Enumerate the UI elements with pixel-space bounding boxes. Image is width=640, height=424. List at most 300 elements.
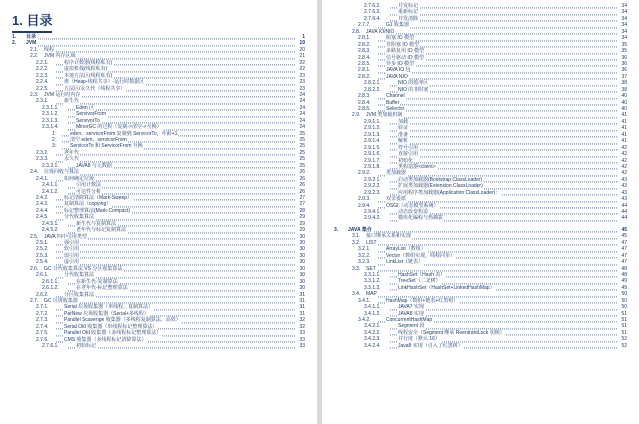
toc-entry-number: 3： [52,143,60,150]
toc-entry-title: Java8 实现（引入了红黑树） [398,342,463,349]
toc-entry-title: JAVA IO 包 [386,67,411,74]
toc-entry-title: NIO 的缓冲区 [398,80,429,87]
toc-entry-title: 分区收集算法 [64,291,95,298]
toc-entry-page: 30 [299,252,305,259]
toc-entry-page: 44 [621,202,627,209]
toc-entry-page: 50 [621,297,627,304]
toc-entry-number: 2.2.5. [36,85,49,92]
toc-entry-title: 类加载器 [386,170,407,177]
toc-entry-number: 2.9.4. [358,202,371,209]
toc-entry-page: 25 [299,130,305,137]
toc-entry-number: 2.3.2. [36,149,49,156]
toc-page-right [322,0,639,424]
toc-entry-title: JVM 运行时内存 [44,91,81,98]
toc-entry-number: 2.6.1.2. [42,285,59,292]
toc-entry-number: 2.7.7. [358,22,371,29]
toc-entry-title: 扩展类加载器(Extension ClassLoader) [398,183,483,190]
toc-entry-page: 26 [299,182,305,189]
toc-entry-number: 1： [52,130,60,137]
toc-entry-title: 虚引用 [64,259,80,266]
page-title: 1. 目录 [12,10,52,33]
toc-entry-page: 47 [621,259,627,266]
toc-entry-title: 线程安全（Segment 继承 ReentrantLock 加锁） [398,329,505,336]
toc-entry-title: 本地方法区(线程私有) [64,72,113,79]
toc-entry-page: 26 [299,188,305,195]
toc-entry-page: 36 [621,60,627,67]
toc-entry-title: 垃圾回收与算法 [44,169,80,176]
toc-entry-page: 24 [299,124,305,131]
toc-entry-page: 41 [621,138,627,145]
toc-entry-title: 重新标记 [398,9,419,16]
toc-entry-number: 2.3.1.2. [42,111,59,118]
toc-entry-title: 阻塞 IO 模型 [386,35,415,42]
toc-entry-title: Segment 段 [398,323,425,330]
toc-entry-number: 3.4.1.2. [364,310,381,317]
toc-entry-page: 47 [621,252,627,259]
toc-entry-page: 43 [621,176,627,183]
toc-entry-title: 软引用 [64,246,80,253]
toc-entry-title: eden、servicorFrom 复制到 ServicorTo，年龄+1 [70,130,178,137]
toc-entry-number: 2.5.1. [36,240,49,246]
toc-entry-number: 2.7.6. [36,336,49,343]
toc-entry-number: 2.5.4. [36,259,49,266]
toc-entry-page: 29 [299,214,305,221]
toc-entry-number: 2.9.1.2. [364,125,381,132]
toc-entry-number: 3.2.3. [358,259,371,266]
toc-entry-title: JVM 内存区域 [44,53,76,60]
toc-entry-number: 3.3.1.2. [364,278,381,285]
toc-entry-number: 2.9.2. [358,170,371,177]
toc-entry-page: 26 [299,169,305,176]
toc-entry[interactable] [12,343,305,349]
toc-entry-number: 2.4. [30,169,39,176]
toc-entry-page: 35 [621,41,627,48]
toc-entry-title: LIST [366,239,377,246]
toc-entry-title: 虚拟机栈(线程私有) [64,66,108,73]
toc-entry-title: 并发清除 [398,15,419,22]
toc-entry-page: 41 [621,131,627,138]
toc-entry-number: 2.7.1. [36,304,49,311]
toc-entry-title: 验证 [398,125,409,132]
toc-entry-page: 22 [299,59,305,66]
toc-entry-page: 32 [299,317,305,324]
toc-entry-title: JAVA 集合 [348,226,372,233]
toc-entry-title: 信号驱动 IO 模型 [386,54,425,61]
toc-entry-number: 2.6. [30,265,39,272]
toc-entry-title: JAVA NIO [386,73,408,80]
toc-entry-page: 31 [299,291,305,298]
toc-entry-title: JVM [26,40,37,47]
toc-entry-title: 非阻塞 IO 模型 [386,41,420,48]
toc-entry-page: 42 [621,157,627,164]
toc-entry-number: 3.2.2. [358,252,371,259]
toc-entry-page: 43 [621,189,627,196]
toc-entry-number: 3.4.1. [358,297,371,304]
toc-entry[interactable] [334,343,627,349]
toc-entry-number: 2.7.4. [36,323,49,330]
toc-entry-number: 3.4.1.1. [364,304,381,311]
toc-entry-number: 2.9.1.8. [364,163,381,170]
toc-entry-page: 30 [299,278,305,285]
toc-entry-page: 42 [621,144,627,151]
toc-entry-page: 49 [621,284,627,291]
toc-entry-page: 28 [299,207,305,214]
toc-entry-title: 清空 eden、servicorFrom [70,137,127,143]
toc-entry-page: 31 [299,304,305,311]
toc-entry-number: 2.9.3. [358,196,371,203]
toc-entry-title: ConcurrentHashMap [386,317,433,323]
toc-entry-number: 2.3. [30,91,39,98]
toc-entry-number: 3.2.1. [358,246,371,253]
toc-entry-title: JVM 类加载机制 [366,112,403,119]
toc-entry-number: 2.9.1.1. [364,118,381,125]
toc-entry-title: JAVA7 实现 [398,304,424,311]
toc-entry-title: ArrayList（数组） [386,246,426,253]
toc-entry-title: MinorGC 的过程（复制->清空->互换） [76,124,162,131]
toc-entry-title: 直接引用 [398,151,419,158]
toc-entry-page: 31 [299,310,305,317]
toc-entry-title: Eden 区 [76,104,95,111]
toc-entry-page: 34 [621,15,627,22]
toc-entry-number: 2.7.6.2. [364,3,381,9]
toc-entry-title: Parallel Old 收集器（多线程标记整理算法） [64,330,162,337]
toc-entry-title: GC 垃圾收集器 [44,297,78,304]
toc-entry-number: 2.7.6.1. [42,343,59,349]
toc-entry-number: 2.7.6.3. [364,9,381,16]
toc-entry-page: 24 [299,111,305,118]
toc-entry-page: 48 [621,265,627,272]
toc-entry-number: 2.8.1. [358,67,371,74]
toc-entry-number: 2.2.3. [36,72,49,79]
toc-entry-number: 3.4.2.3. [364,336,381,343]
toc-entry-number: 2.3.3. [36,156,49,163]
toc-entry-number: 1. [12,34,17,40]
toc-entry-title: Serial Old 收集器（单线程标记整理算法） [64,323,158,330]
toc-entry-title: Channel [386,93,405,100]
toc-entry-number: 2.2.4. [36,79,49,86]
toc-entry-title: GC 分代收集算法 VS 分区收集算法 [44,265,123,272]
toc-entry-title: 老年代 [64,149,80,156]
toc-entry-number: 2.4.5.1. [42,220,59,227]
toc-entry-number: 2.4.1.2. [42,188,59,195]
toc-entry-page: 26 [299,175,305,182]
toc-entry-page: 44 [621,209,627,215]
toc-entry-title: 在老年代-标记整理算法 [76,285,128,292]
toc-entry-page: 45 [621,233,627,240]
toc-entry-title: 接口继承关系和实现 [366,233,412,240]
toc-entry-title: 解析 [398,138,409,145]
toc-entry-number: 2. [12,40,17,47]
toc-entry-page: 34 [621,9,627,16]
toc-entry-title: JAVA8 实现 [398,310,424,317]
toc-entry-page: 36 [621,54,627,61]
toc-entry-title: Selector [386,106,405,112]
toc-entry-page: 50 [621,291,627,298]
toc-entry-number: 2.8.2. [358,41,371,48]
toc-entry-page: 40 [621,99,627,106]
toc-entry-title: 方法区/永久代（线程共享） [64,85,126,92]
toc-entry-number: 2.8.2.2. [364,86,381,93]
toc-entry-number: 2.9.1.6. [364,151,381,158]
toc-entry-number: 3.4. [352,291,361,298]
toc-entry-number: 2.5.3. [36,252,49,259]
toc-entry-number: 2.9.4.2. [364,215,381,222]
toc-entry-page: 30 [299,233,305,240]
toc-entry-title: MAP [366,291,377,298]
toc-entry-number: 2.7. [30,297,39,304]
toc-entry-title: NIO 的非阻塞 [398,86,429,93]
toc-entry-page: 41 [621,125,627,132]
toc-entry-title: 初始标记 [76,343,97,349]
toc-entry-number: 2.7.5. [36,330,49,337]
toc-entry-page: 29 [299,220,305,227]
toc-entry-page: 34 [621,22,627,29]
toc-entry-page: 33 [299,330,305,337]
toc-entry-number: 2.9.1.3. [364,131,381,138]
toc-entry-number: 2.3.1.1. [42,104,59,111]
toc-entry-page: 25 [299,162,305,169]
toc-entry-page: 19 [299,40,305,47]
toc-entry-page: 32 [299,323,305,330]
toc-entry-page: 42 [621,170,627,177]
toc-entry-page: 52 [621,336,627,343]
toc-entry-number: 2.5.2. [36,246,49,253]
toc-entry-page: 27 [299,201,305,208]
toc-entry-title: 模块化编程与热插拔 [398,215,444,222]
toc-entry-title: 符号引用 [398,144,419,151]
toc-entry-page: 30 [299,265,305,272]
toc-entry-number: 2.4.1.1. [42,182,59,189]
toc-entry-page: 48 [621,271,627,278]
toc-entry-number: 2.7.6.4. [364,15,381,22]
toc-entry-page: 40 [621,93,627,100]
toc-entry-number: 3.4.2. [358,317,371,323]
toc-leader-dots [68,341,295,348]
toc-entry-page: 43 [621,196,627,203]
toc-entry-title: 分代收集算法 [64,272,95,279]
toc-entry-page: 35 [621,48,627,55]
toc-entry-number: 2.4.1. [36,175,49,182]
toc-entry-page: 34 [621,28,627,35]
toc-entry-page: 27 [299,194,305,201]
toc-entry-number: 2.8.3. [358,48,371,55]
toc-entry-title: LinkList（链表） [386,259,423,266]
toc-entry-page: 42 [621,151,627,158]
toc-entry-title: 应用程序类加载器(Application ClassLoader)： [398,189,501,196]
toc-entry-page: 20 [299,46,305,53]
toc-entry-title: 在新生代-复制算法 [76,278,118,285]
toc-entry-page: 37 [621,73,627,80]
toc-entry-title: 引用计数法 [76,182,102,189]
toc-entry-number: 2.8.1. [358,35,371,42]
toc-entry-page: 49 [621,278,627,285]
toc-entry-title: 强引用 [64,240,80,246]
toc-entry-page: 24 [299,98,305,105]
toc-entry-number: 2.8.5. [358,106,371,112]
toc-entry-title: OSGI（动态模型系统） [386,202,439,209]
toc-entry-number: 2.9.1.4. [364,138,381,145]
toc-entry-title: 初始化 [398,157,414,164]
toc-entry-page: 34 [621,3,627,9]
toc-entry-number: 2.7.3. [36,317,49,324]
toc-entry-page: 22 [299,66,305,73]
toc-entry-page: 36 [621,67,627,74]
toc-entry-title: 堆（Heap-线程共享）-运行时数据区 [64,79,145,86]
toc-entry-page: 33 [299,336,305,343]
toc-entry-number: 3.3.1.1. [364,271,381,278]
toc-entry-title: 标记整理算法(Mark-Compact) [64,207,131,214]
toc-entry-page: 47 [621,239,627,246]
toc-entry-title: JAVA IO/NIO [366,28,395,35]
toc-entry-title: 并发标记 [398,3,419,9]
toc-entry-page: 25 [299,137,305,143]
toc-entry-number: 3.2. [352,239,361,246]
toc-entry-page: 41 [621,118,627,125]
toc-entry-page: 44 [621,215,627,222]
toc-entry-number: 2.4.5. [36,214,49,221]
toc-entry-page: 23 [299,72,305,79]
toc-entry-title: 异步 IO 模型 [386,60,415,67]
toc-entry-title: TreeSet（二叉树） [398,278,441,285]
toc-entry-number: 2.4.2. [36,194,49,201]
toc-entry-page: 30 [299,272,305,279]
toc-entry-page: 24 [299,91,305,98]
toc-entry-title: 老年代与标记复制算法 [76,227,127,234]
toc-entry-title: 线程 [44,46,55,53]
toc-entry-number: 3.3. [352,265,361,272]
toc-entry-title: 新生代与复制算法 [76,220,117,227]
toc-entry-number: 2.7.2. [36,310,49,317]
toc-entry-number: 2.8. [352,28,361,35]
toc-entry-number: 2.9.1.7. [364,157,381,164]
toc-entry-title: ParNew 垃圾收集器（Serial+多线程） [64,310,149,317]
toc-entry-page: 47 [621,246,627,253]
toc-entry-number: 2.2.1. [36,59,49,66]
toc-entry-title: 标记清除算法（Mark-Sweep） [64,194,133,201]
toc-entry-title: CMS 收集器（多线程标记清除算法） [64,336,147,343]
toc-entry-page: 33 [299,343,305,349]
toc-entry-page: 51 [621,329,627,336]
toc-entry-page: 41 [621,112,627,119]
toc-entry-title: ServicorTo 和 ServicorFrom 互换 [70,143,143,150]
toc-entry-number: 3.4.2.4. [364,342,381,349]
toc-entry-title: SET [366,265,376,272]
toc-entry-number: 2.6.2. [36,291,49,298]
toc-entry-page: 51 [621,323,627,330]
toc-entry-title: 程序计数器(线程私有) [64,59,113,66]
toc-entry-number: 2： [52,137,60,143]
toc-entry-page: 1 [302,34,305,40]
toc-entry-page: 42 [621,163,627,170]
toc-entry-title: HashSet（Hash 表） [398,271,446,278]
toc-entry-title: ServivorTo [76,117,100,124]
toc-entry-title: Parallel Scavenge 收集器（多线程复制算法、高效） [64,317,181,324]
toc-entry-title: 启动类加载器(Bootstrap ClassLoader) [398,176,483,183]
toc-entry-title: 多路复用 IO 模型 [386,48,425,55]
toc-entry-title: 永久代 [64,156,80,163]
toc-entry-number: 3.1. [352,233,361,240]
toc-entry-title: 弱引用 [64,252,80,259]
toc-entry-number: 2.9.1.5. [364,144,381,151]
toc-entry-number: 2.6.1. [36,272,49,279]
toc-entry-title: HashMap（数组+链表+红黑树） [386,297,459,304]
toc-entry-number: 2.4.3. [36,201,49,208]
toc-entry-page: 52 [621,342,627,349]
toc-entry-title: ServivorFrom [76,111,107,118]
toc-entry-number: 2.8.2. [358,73,371,80]
toc-entry-title: 并行度（默认 16） [398,336,440,343]
toc-entry-page: 25 [299,156,305,163]
toc-entry-page: 30 [299,246,305,253]
toc-entry-number: 2.8.3. [358,93,371,100]
toc-entry-number: 2.1. [30,46,39,53]
toc-entry-number: 2.8.2.1. [364,80,381,87]
toc-entry-page: 23 [299,85,305,92]
toc-entry-title: 如何确定垃圾 [64,175,95,182]
toc-entry-number: 2.9.2.2. [364,183,381,190]
toc-entry-page: 29 [299,227,305,234]
toc-entry-number: 2.3.1.3. [42,117,59,124]
toc-entry-number: 2.9. [352,112,361,119]
toc-entry-title: JAVA8 与元数据 [76,162,112,169]
toc-entry-number: 2.6.1.1. [42,278,59,285]
toc-entry-title: JAVA 四中引用类型 [44,233,87,240]
toc-entry-number: 2.4.5.2. [42,227,59,234]
toc-entry-title: 分代收集算法 [64,214,95,221]
toc-entry-page: 50 [621,304,627,311]
toc-entry-number: 2.3.3.1. [42,162,59,169]
toc-entry-page: 30 [299,259,305,266]
toc-entry-title: G1 收集器 [386,22,410,29]
toc-entry-page: 43 [621,183,627,190]
toc-entry-page: 24 [299,104,305,111]
toc-entry-title: 双亲委派 [386,196,407,203]
toc-entry-number: 2.8.4. [358,54,371,61]
toc-entry-title: 加载 [398,118,409,125]
toc-entry-title: 类构造器<client> [398,163,436,170]
toc-entry-page: 40 [621,106,627,112]
toc-entry-page: 45 [621,226,627,233]
toc-entry-number: 2.5. [30,233,39,240]
toc-entry-number: 3.4.2.1. [364,323,381,330]
toc-entry-number: 2.2.2. [36,66,49,73]
toc-list-right [334,3,627,349]
toc-entry-page: 38 [621,80,627,87]
toc-entry-number: 2.9.2.3. [364,189,381,196]
toc-entry-number: 2.3.1.4. [42,124,59,131]
toc-entry-page: 34 [621,35,627,42]
toc-entry-title: 新生代 [64,98,80,105]
toc-entry-page: 51 [621,317,627,323]
toc-list-left [12,34,305,349]
toc-entry-title: 可达性分析 [76,188,102,195]
toc-entry-title: 动态改变构造 [398,209,429,215]
toc-entry-number: 2.3.1. [36,98,49,105]
toc-entry-page: 30 [299,285,305,292]
toc-entry-number: 2.8.4. [358,99,371,106]
toc-entry-page: 30 [299,240,305,246]
toc-page-left [0,0,317,424]
toc-entry-number: 3. [334,226,339,233]
toc-entry-page: 21 [299,53,305,60]
toc-entry-page: 23 [299,79,305,86]
toc-entry-number: 3.4.2.2. [364,329,381,336]
toc-entry-page: 25 [299,143,305,150]
toc-entry-title: Buffer [386,99,400,106]
toc-entry-title: Serial 垃圾收集器（单线程、复制算法） [64,304,154,311]
toc-entry-number: 2.8.5. [358,60,371,67]
toc-entry-title: 复制算法（copying） [64,201,112,208]
